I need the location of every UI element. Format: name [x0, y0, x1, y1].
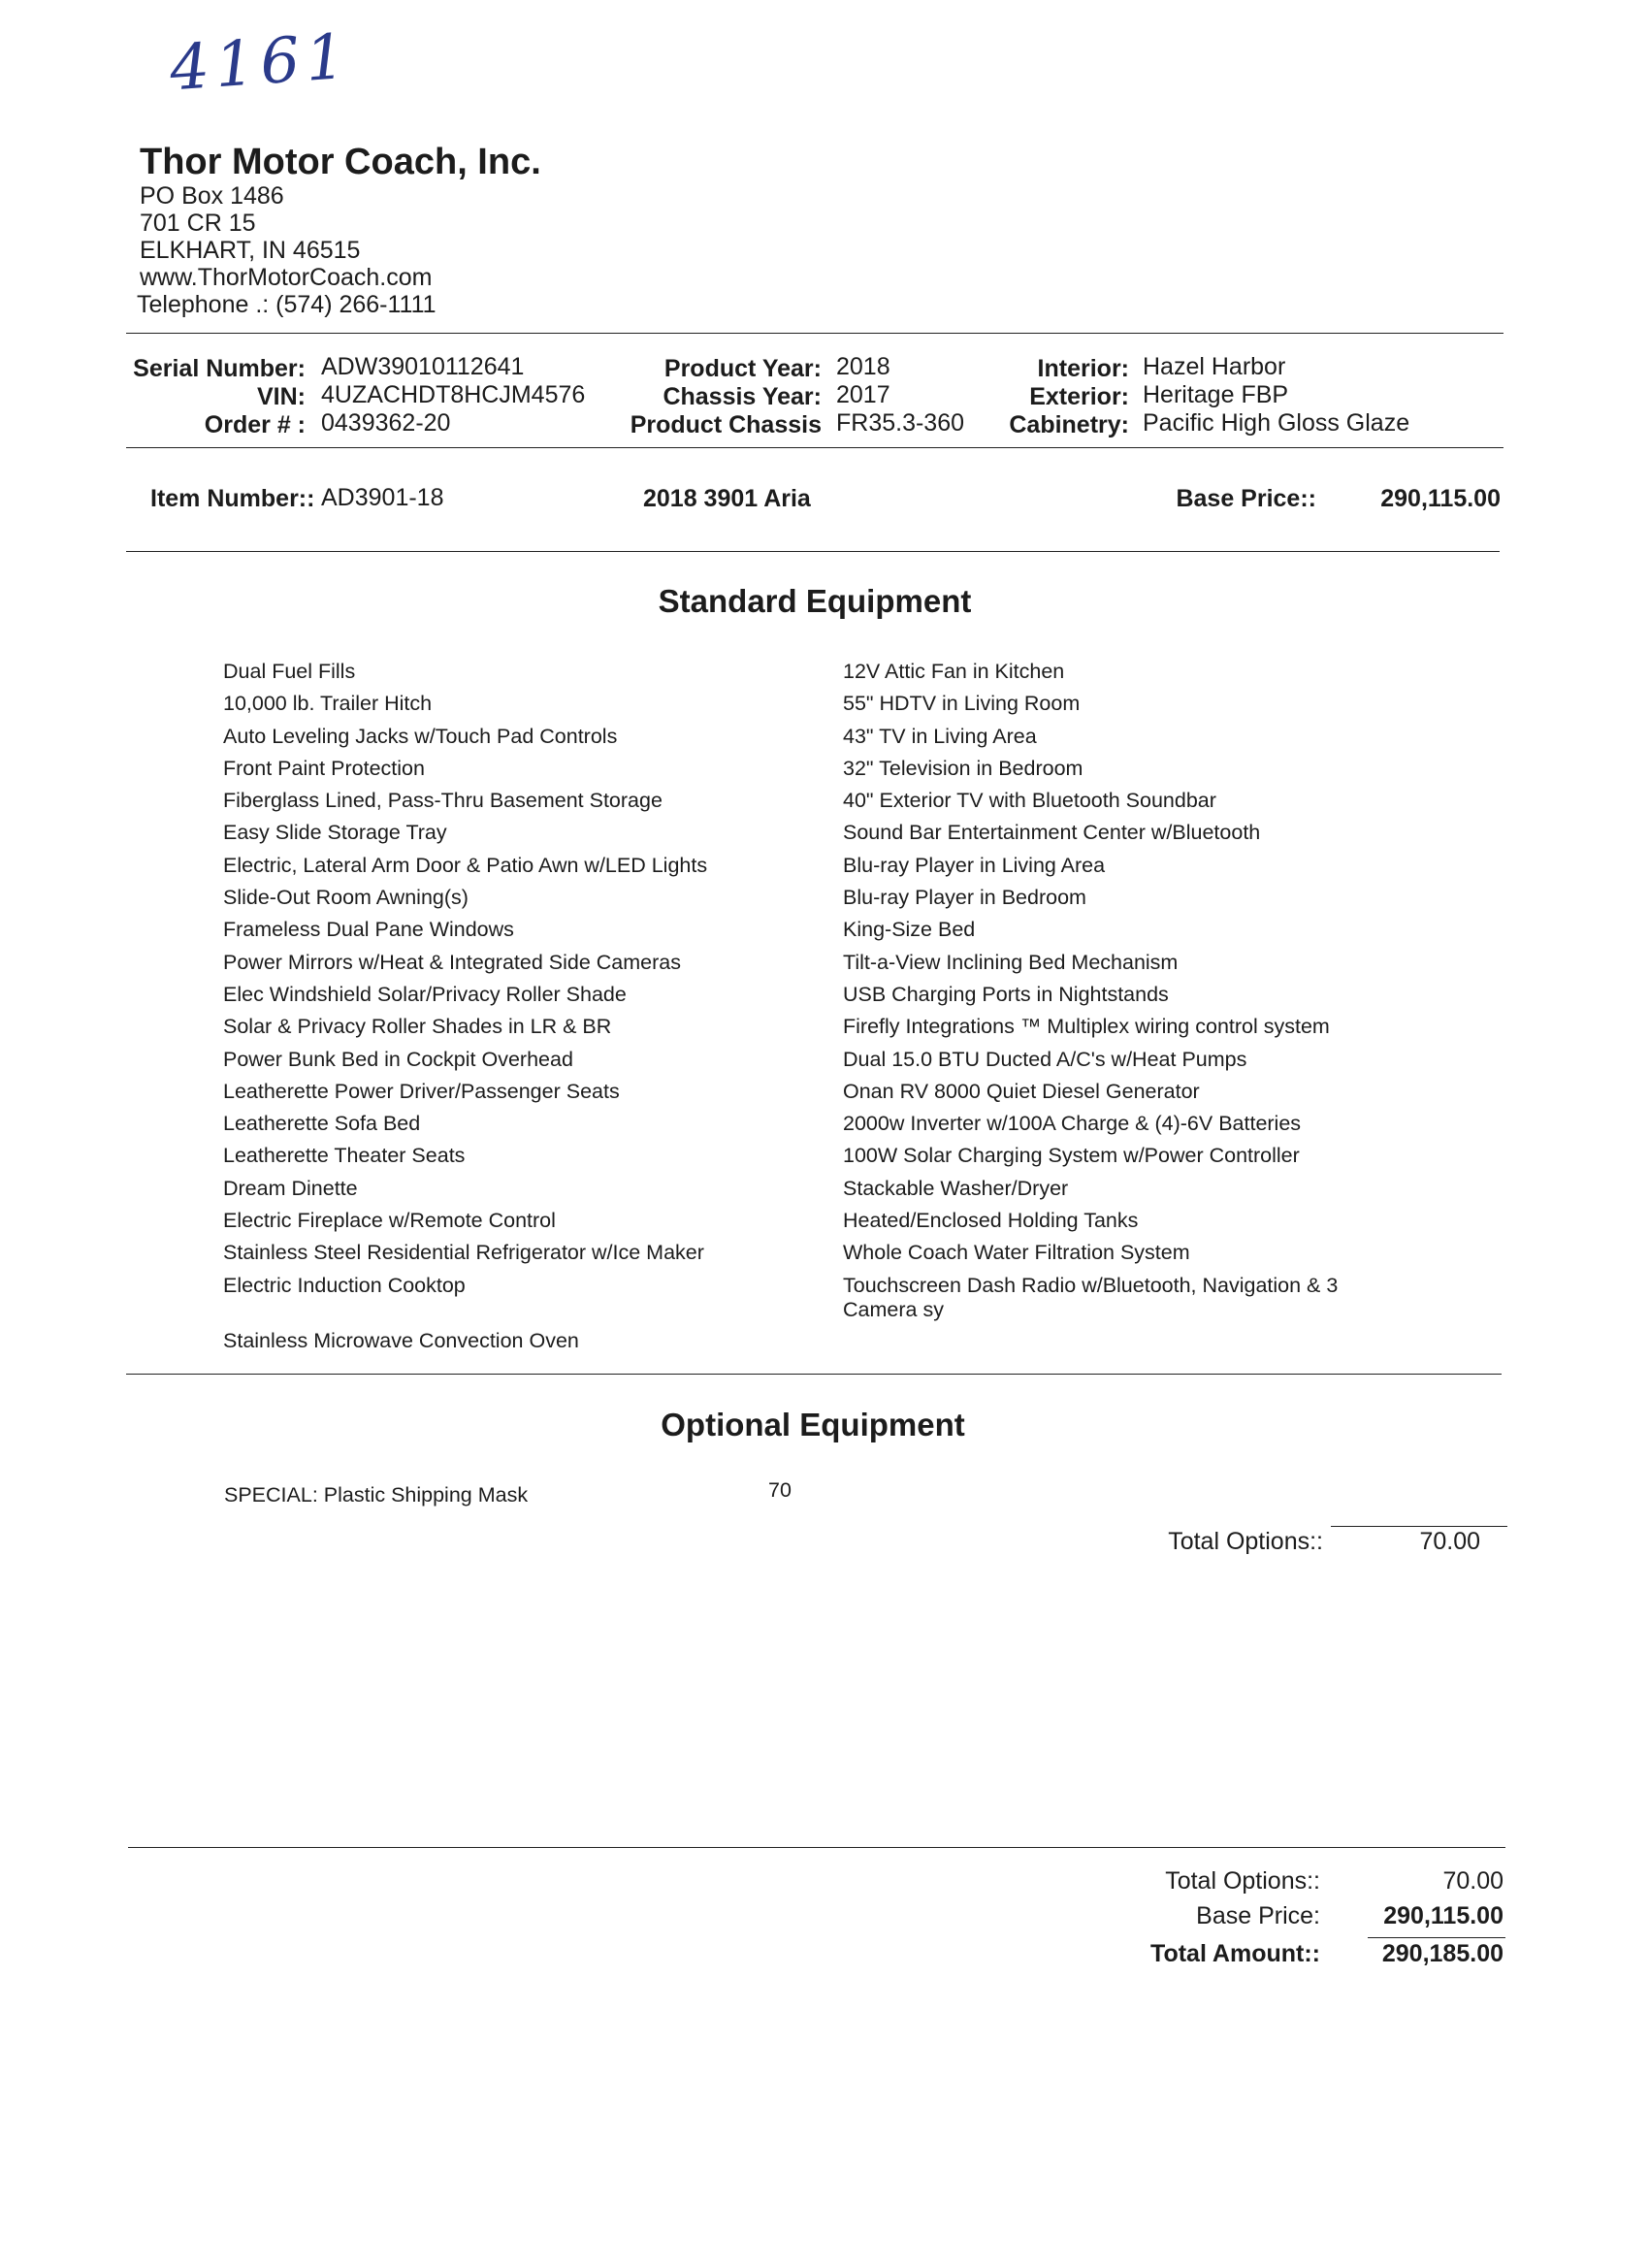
divider — [1368, 1937, 1505, 1938]
standard-equipment-right-list — [843, 656, 1386, 1322]
base-price-label: Base Price:: — [1176, 485, 1316, 512]
list-item: 100W Solar Charging System w/Power Controller — [843, 1144, 1300, 1168]
address-line-2: 701 CR 15 — [140, 210, 256, 237]
order-value: 0439362-20 — [321, 409, 451, 437]
item-number-value: AD3901-18 — [321, 484, 444, 511]
list-item: Stackable Washer/Dryer — [843, 1176, 1069, 1200]
list-item: 2000w Inverter w/100A Charge & (4)-6V Batteries — [843, 1112, 1302, 1136]
exterior-value: Heritage FBP — [1143, 381, 1289, 408]
list-item: Frameless Dual Pane Windows — [223, 918, 514, 942]
chassis-year-label: Chassis Year: — [663, 383, 822, 410]
list-item: Electric Fireplace w/Remote Control — [223, 1209, 556, 1233]
chassis-year-value: 2017 — [836, 381, 890, 408]
list-item: Touchscreen Dash Radio w/Bluetooth, Navigation & 3 Camera sy — [843, 1273, 1339, 1321]
address-line-1: PO Box 1486 — [140, 182, 284, 210]
list-item: Blu-ray Player in Living Area — [843, 853, 1106, 877]
list-item: Blu-ray Player in Bedroom — [843, 886, 1086, 910]
list-item: Leatherette Power Driver/Passenger Seats — [223, 1079, 620, 1103]
interior-value: Hazel Harbor — [1143, 353, 1286, 380]
summary-base-price-value: 290,115.00 — [1383, 1902, 1504, 1929]
summary-total-options-value: 70.00 — [1442, 1867, 1504, 1895]
cabinetry-label: Cabinetry: — [1009, 411, 1129, 438]
item-number-label: Item Number:: — [150, 485, 315, 512]
list-item: 32" Television in Bedroom — [843, 756, 1083, 780]
list-item: Fiberglass Lined, Pass-Thru Basement Storage — [223, 789, 663, 813]
list-item: Elec Windshield Solar/Privacy Roller Shade — [223, 982, 627, 1006]
company-name: Thor Motor Coach, Inc. — [140, 142, 541, 182]
divider — [1331, 1526, 1507, 1527]
standard-equipment-title: Standard Equipment — [658, 583, 972, 619]
summary-base-price-label: Base Price: — [1196, 1902, 1320, 1929]
list-item: Sound Bar Entertainment Center w/Bluetooth — [843, 821, 1261, 845]
divider — [128, 1847, 1505, 1848]
list-item: Heated/Enclosed Holding Tanks — [843, 1209, 1139, 1233]
list-item: 40" Exterior TV with Bluetooth Soundbar — [843, 789, 1216, 813]
serial-label: Serial Number: — [133, 355, 306, 382]
list-item: Firefly Integrations ™ Multiplex wiring control system — [843, 1015, 1330, 1039]
list-item: 55" HDTV in Living Room — [843, 692, 1081, 716]
handwritten-number: 4161 — [167, 20, 354, 106]
model-name: 2018 3901 Aria — [643, 485, 811, 512]
list-item: Solar & Privacy Roller Shades in LR & BR — [223, 1015, 612, 1039]
list-item: Whole Coach Water Filtration System — [843, 1241, 1190, 1265]
list-item: Dual 15.0 BTU Ducted A/C's w/Heat Pumps — [843, 1047, 1247, 1071]
list-item: Dual Fuel Fills — [223, 660, 356, 683]
summary-total-amount-value: 290,185.00 — [1381, 1940, 1504, 1967]
cabinetry-value: Pacific High Gloss Glaze — [1143, 409, 1410, 437]
divider — [126, 1374, 1502, 1375]
order-label: Order # : — [204, 411, 306, 438]
list-item: Onan RV 8000 Quiet Diesel Generator — [843, 1079, 1200, 1103]
list-item: Slide-Out Room Awning(s) — [223, 886, 469, 910]
product-year-value: 2018 — [836, 353, 890, 380]
optional-item-name: SPECIAL: Plastic Shipping Mask — [224, 1483, 529, 1507]
options-total-label: Total Options:: — [1168, 1528, 1323, 1555]
product-chassis-label: Product Chassis — [630, 411, 822, 438]
list-item: 10,000 lb. Trailer Hitch — [223, 692, 433, 716]
address-website: www.ThorMotorCoach.com — [140, 264, 433, 291]
product-chassis-value: FR35.3-360 — [836, 409, 965, 437]
address-line-3: ELKHART, IN 46515 — [140, 237, 361, 264]
vin-value: 4UZACHDT8HCJM4576 — [321, 381, 586, 408]
list-item: 43" TV in Living Area — [843, 724, 1037, 748]
summary-total-amount-label: Total Amount:: — [1150, 1940, 1320, 1967]
interior-label: Interior: — [1037, 355, 1129, 382]
list-item: Power Mirrors w/Heat & Integrated Side Cameras — [223, 950, 681, 974]
divider — [126, 551, 1500, 552]
list-item: Leatherette Sofa Bed — [223, 1112, 421, 1136]
divider — [126, 333, 1504, 334]
standard-equipment-left-list — [223, 656, 707, 1302]
list-item: Electric, Lateral Arm Door & Patio Awn w/LED Lights — [223, 853, 708, 877]
list-item: 12V Attic Fan in Kitchen — [843, 660, 1065, 683]
product-year-label: Product Year: — [663, 355, 822, 382]
list-item: Stainless Microwave Convection Oven — [223, 1329, 579, 1352]
list-item: Front Paint Protection — [223, 756, 425, 780]
list-item: USB Charging Ports in Nightstands — [843, 982, 1169, 1006]
list-item: Stainless Steel Residential Refrigerator w/Ice Maker — [223, 1241, 704, 1265]
divider — [126, 447, 1504, 448]
list-item: Leatherette Theater Seats — [223, 1144, 466, 1168]
vin-label: VIN: — [257, 383, 306, 410]
list-item: Auto Leveling Jacks w/Touch Pad Controls — [223, 724, 618, 748]
options-total-value: 70.00 — [1419, 1528, 1480, 1555]
optional-equipment-title: Optional Equipment — [661, 1407, 965, 1442]
list-item: King-Size Bed — [843, 918, 976, 942]
address-telephone: Telephone .: (574) 266-1111 — [137, 291, 436, 318]
list-item: Easy Slide Storage Tray — [223, 821, 447, 845]
base-price-value: 290,115.00 — [1380, 485, 1501, 512]
list-item: Power Bunk Bed in Cockpit Overhead — [223, 1047, 573, 1071]
list-item: Tilt-a-View Inclining Bed Mechanism — [843, 950, 1179, 974]
list-item: Dream Dinette — [223, 1176, 358, 1200]
summary-total-options-label: Total Options:: — [1165, 1867, 1320, 1895]
optional-item-price: 70 — [768, 1478, 792, 1502]
list-item: Electric Induction Cooktop — [223, 1273, 466, 1297]
exterior-label: Exterior: — [1029, 383, 1129, 410]
serial-value: ADW39010112641 — [321, 353, 525, 380]
